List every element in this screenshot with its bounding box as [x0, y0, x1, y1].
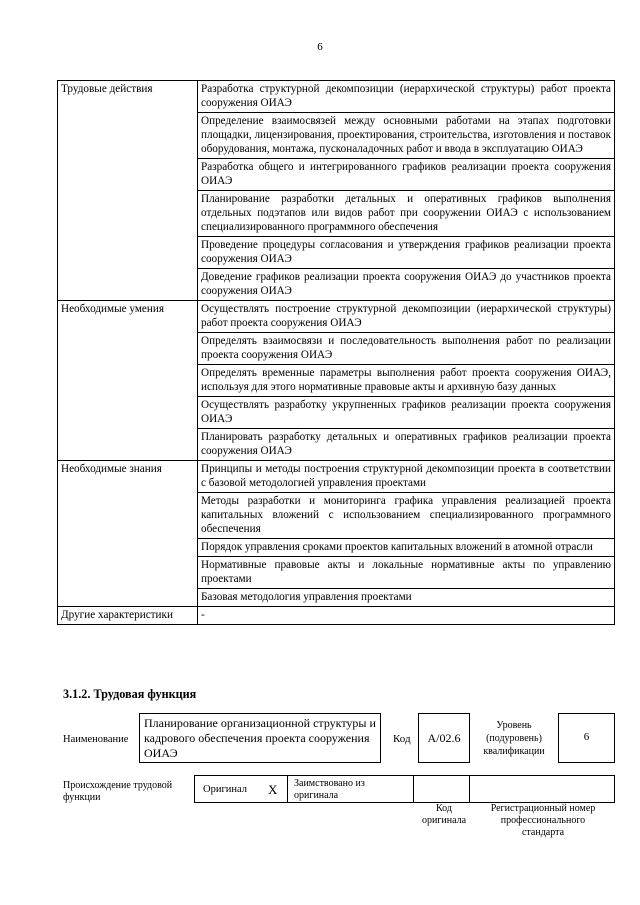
function-name-value: Планирование организационной структуры и кадрового обеспечения проекта сооружения ОИАЭ — [144, 716, 376, 760]
row-item: Нормативные правовые акты и локальные нормативные акты по управлению проектами — [198, 557, 615, 589]
row-item: Определять временные параметры выполнения работ проекта сооружения ОИАЭ, используя для этого нормативные правовые акты и архивную базу данных — [198, 365, 615, 397]
row-item: Планирование разработки детальных и оперативных графиков выполнения отдельных подэтапов или видов работ при сооружении ОИАЭ с использованием специализированного программного обеспечения — [198, 191, 615, 237]
table-row — [58, 461, 615, 493]
level-value: 6 — [583, 731, 590, 743]
row-item: Методы разработки и мониторинга графика управления реализацией проекта капитальных вложений с использованием специализированного программного обеспечения — [198, 493, 615, 539]
row-item: - — [198, 607, 615, 625]
code-original-box — [413, 775, 470, 803]
code-value: A/02.6 — [427, 731, 461, 745]
row-item: Порядок управления сроками проектов капитальных вложений в атомной отрасли — [198, 539, 615, 557]
code-original-label: Код оригинала — [421, 803, 467, 826]
section-title: 3.1.2. Трудовая функция — [63, 687, 197, 701]
origin-label: Происхождение трудовой функции — [63, 780, 173, 803]
row-item: Осуществлять разработку укрупненных графиков реализации проекта сооружения ОИАЭ — [198, 397, 615, 429]
borrowed-box — [287, 775, 414, 803]
page-number: 6 — [317, 41, 323, 53]
row-label: Необходимые знания — [58, 461, 198, 607]
row-item: Определять взаимосвязи и последовательность выполнения работ по реализации проекта сооружения ОИАЭ — [198, 333, 615, 365]
code-label: Код — [393, 733, 411, 745]
row-item: Разработка общего и интегрированного графиков реализации проекта сооружения ОИАЭ — [198, 159, 615, 191]
row-label: Трудовые действия — [58, 81, 198, 301]
row-item: Определение взаимосвязей между основными работами на этапах подготовки площадки, лицензирования, проектирования, строительства, изготовления и поставок оборудования, монтажа, пусконаладочных работ и ввода в эксплуатацию ОИАЭ — [198, 113, 615, 159]
borrowed-label: Заимствовано из оригинала — [294, 778, 365, 801]
level-label: Уровень (подуровень) квалификации — [483, 720, 545, 757]
row-item: Доведение графиков реализации проекта сооружения ОИАЭ до участников проекта сооружения ОИАЭ — [198, 269, 615, 301]
row-item: Проведение процедуры согласования и утверждения графиков реализации проекта сооружения ОИАЭ — [198, 237, 615, 269]
table-row — [58, 607, 615, 625]
labor-function-table — [57, 80, 615, 625]
row-label: Необходимые умения — [58, 301, 198, 461]
row-label: Другие характеристики — [58, 607, 198, 625]
table-row — [58, 81, 615, 113]
code-box — [418, 713, 470, 763]
row-item: Принципы и методы построения структурной декомпозиции проекта в соответствии с базовой методологией управления проектами — [198, 461, 615, 493]
reg-number-label: Регистрационный номер профессионального стандарта — [490, 803, 596, 838]
table-row — [58, 301, 615, 333]
reg-number-box — [469, 775, 615, 803]
row-item: Планировать разработку детальных и оперативных графиков реализации проекта сооружения ОИАЭ — [198, 429, 615, 461]
original-box — [194, 775, 288, 803]
level-box — [558, 713, 615, 763]
row-item: Осуществлять построение структурной декомпозиции (иерархической структуры) работ проекта сооружения ОИАЭ — [198, 301, 615, 333]
row-item: Разработка структурной декомпозиции (иерархической структуры) работ проекта сооружения ОИАЭ — [198, 81, 615, 113]
original-label: Оригинал — [203, 784, 247, 795]
original-mark: X — [268, 782, 278, 797]
function-name-box — [139, 713, 381, 763]
row-item: Базовая методология управления проектами — [198, 589, 615, 607]
name-label: Наименование — [63, 734, 129, 745]
